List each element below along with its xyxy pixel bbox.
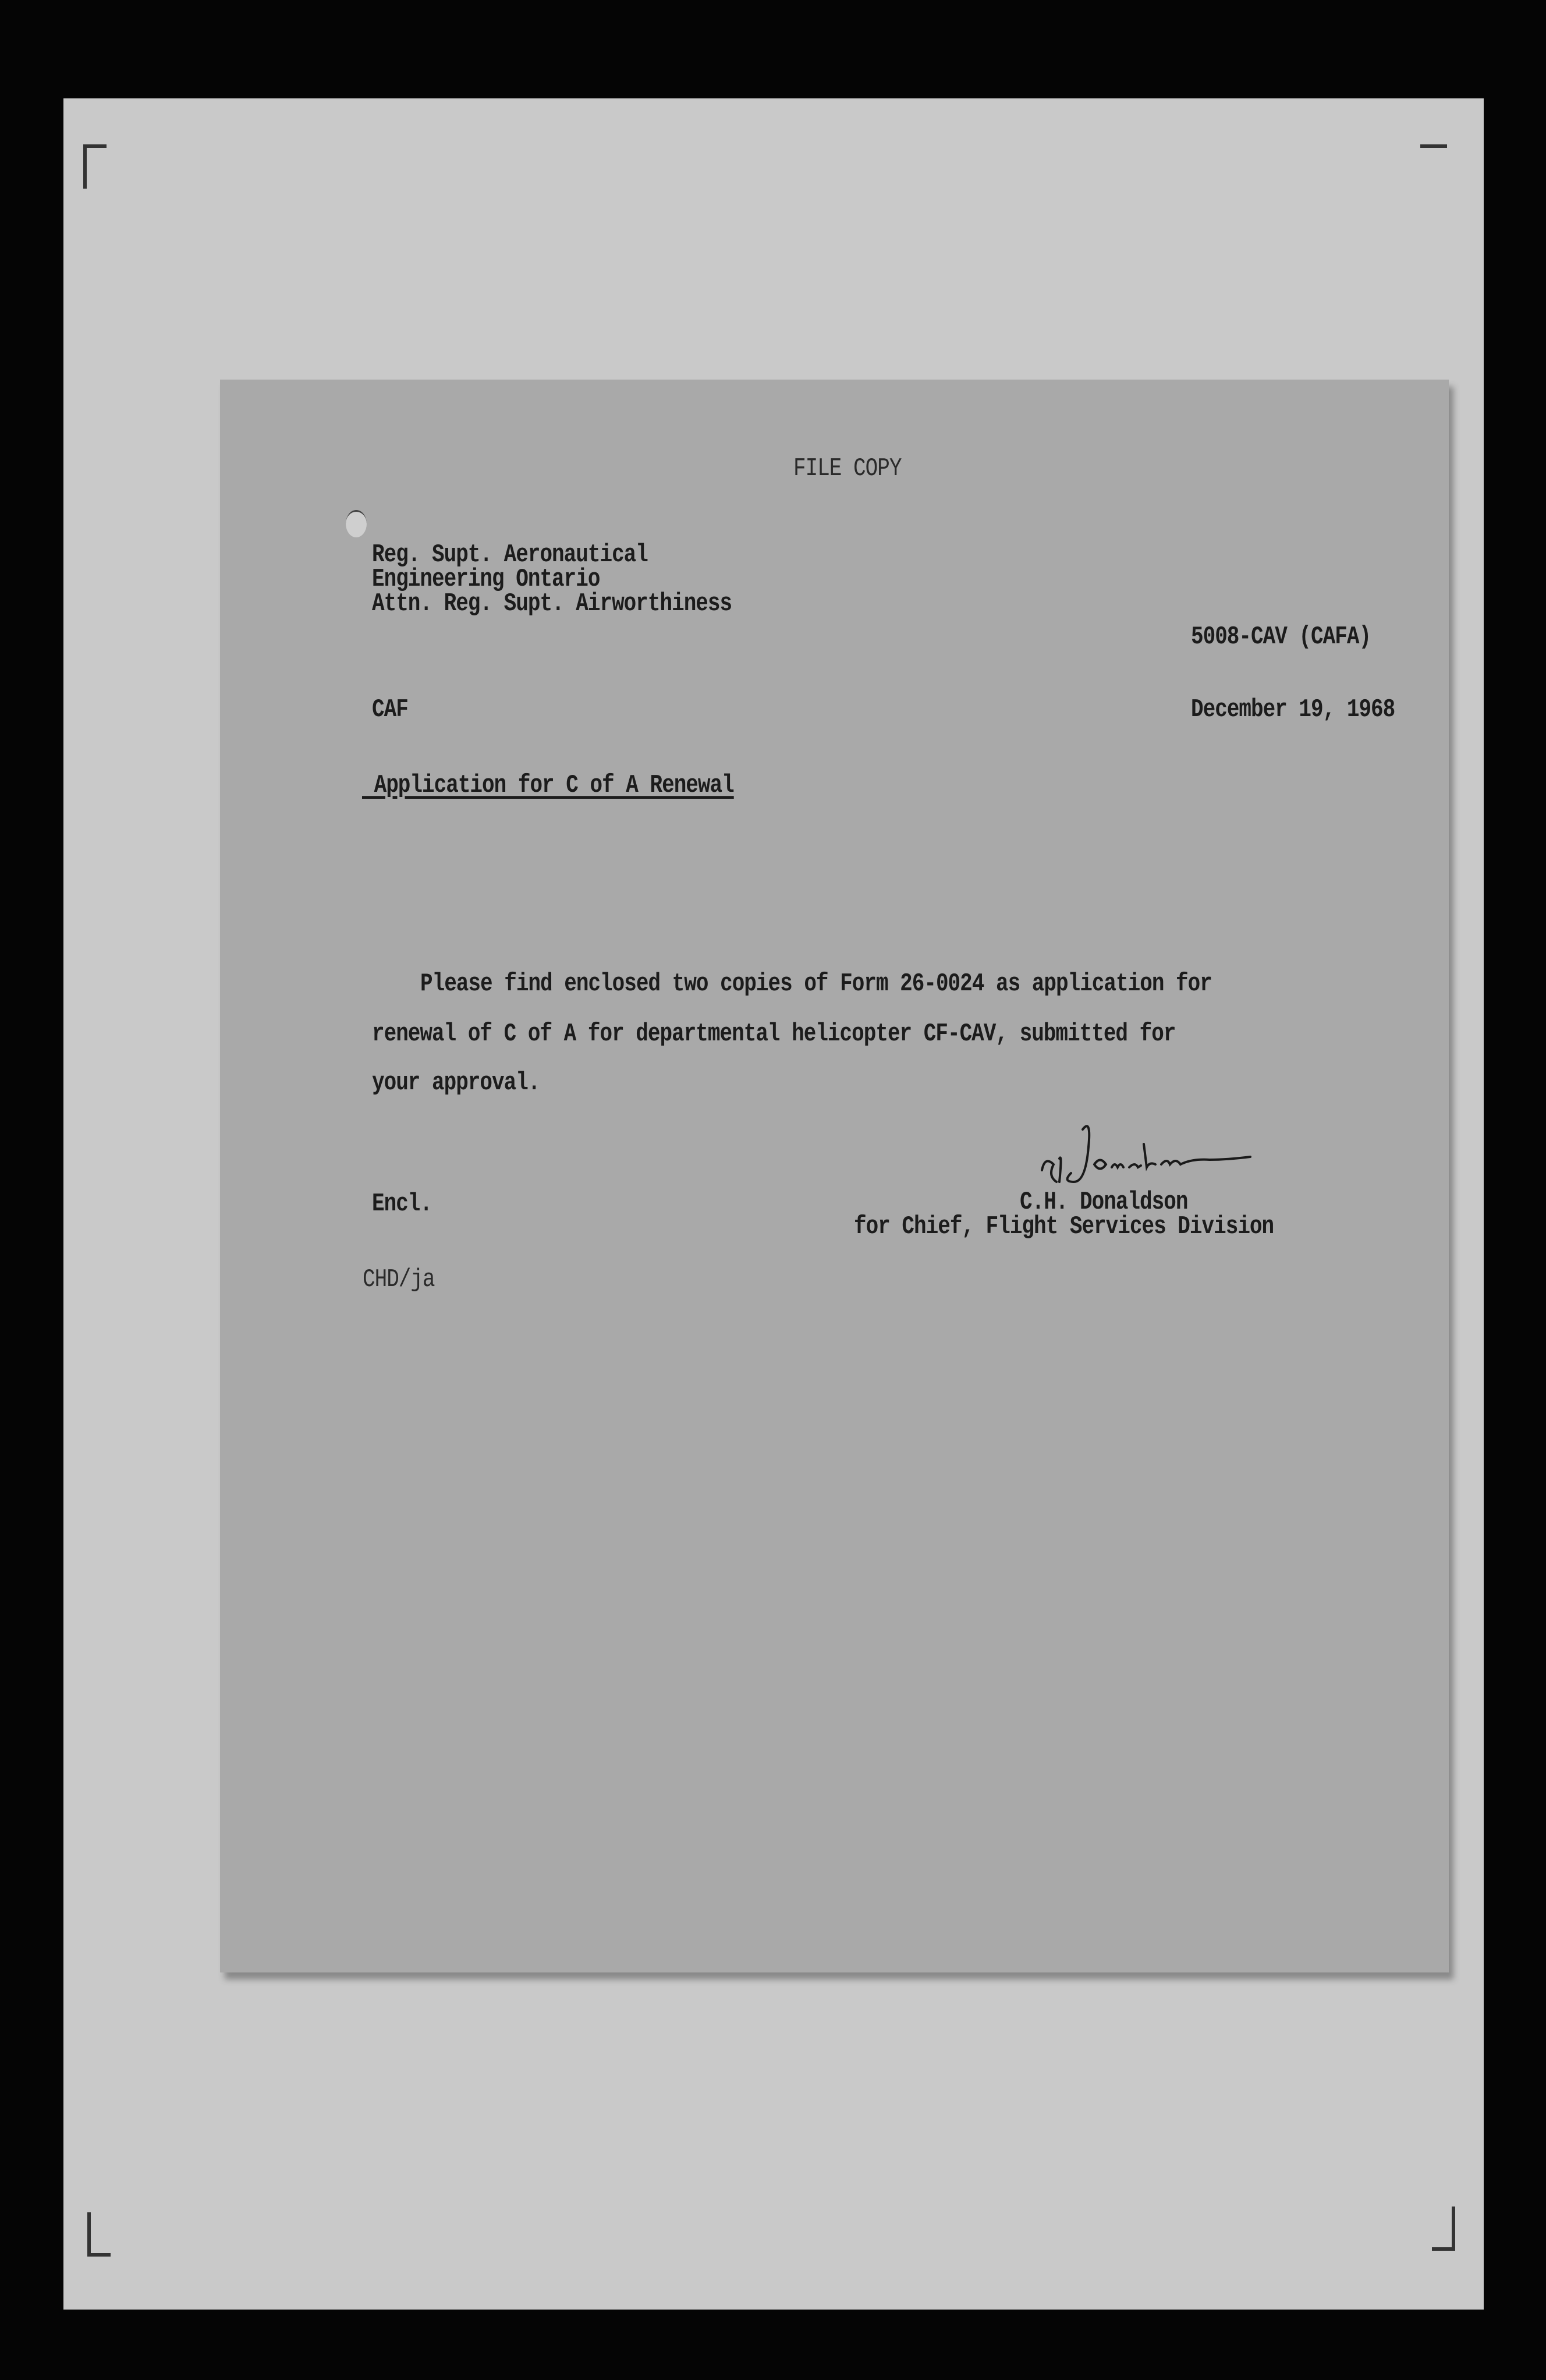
corner-mark-bottom-left [87,2212,111,2257]
body-line: your approval. [372,1068,540,1097]
corner-mark-top-right [1420,144,1447,154]
file-copy-header: FILE COPY [793,454,902,483]
recipient-line: Attn. Reg. Supt. Airworthiness [372,589,732,618]
body-line: Please find enclosed two copies of Form 26-0024 as application for [420,969,1212,998]
recipient-line: Reg. Supt. Aeronautical [372,540,648,569]
handwritten-signature [1024,1118,1292,1193]
corner-mark-top-left [83,144,107,189]
body-line: renewal of C of A for departmental helicopter CF-CAV, submitted for [372,1019,1176,1049]
file-reference: 5008-CAV (CAFA) [1191,622,1371,651]
sender-code: CAF [372,695,408,724]
letter-date: December 19, 1968 [1191,695,1395,724]
signatory-title: for Chief, Flight Services Division [854,1212,1274,1241]
enclosure-note: Encl. [372,1189,432,1219]
signatory-name: C.H. Donaldson [1020,1188,1188,1217]
typist-initials: CHD/ja [363,1265,435,1294]
corner-mark-bottom-right [1432,2207,1455,2251]
subject-line: Application for C of A Renewal [362,771,734,800]
punch-hole [346,510,367,537]
recipient-line: Engineering Ontario [372,565,600,594]
